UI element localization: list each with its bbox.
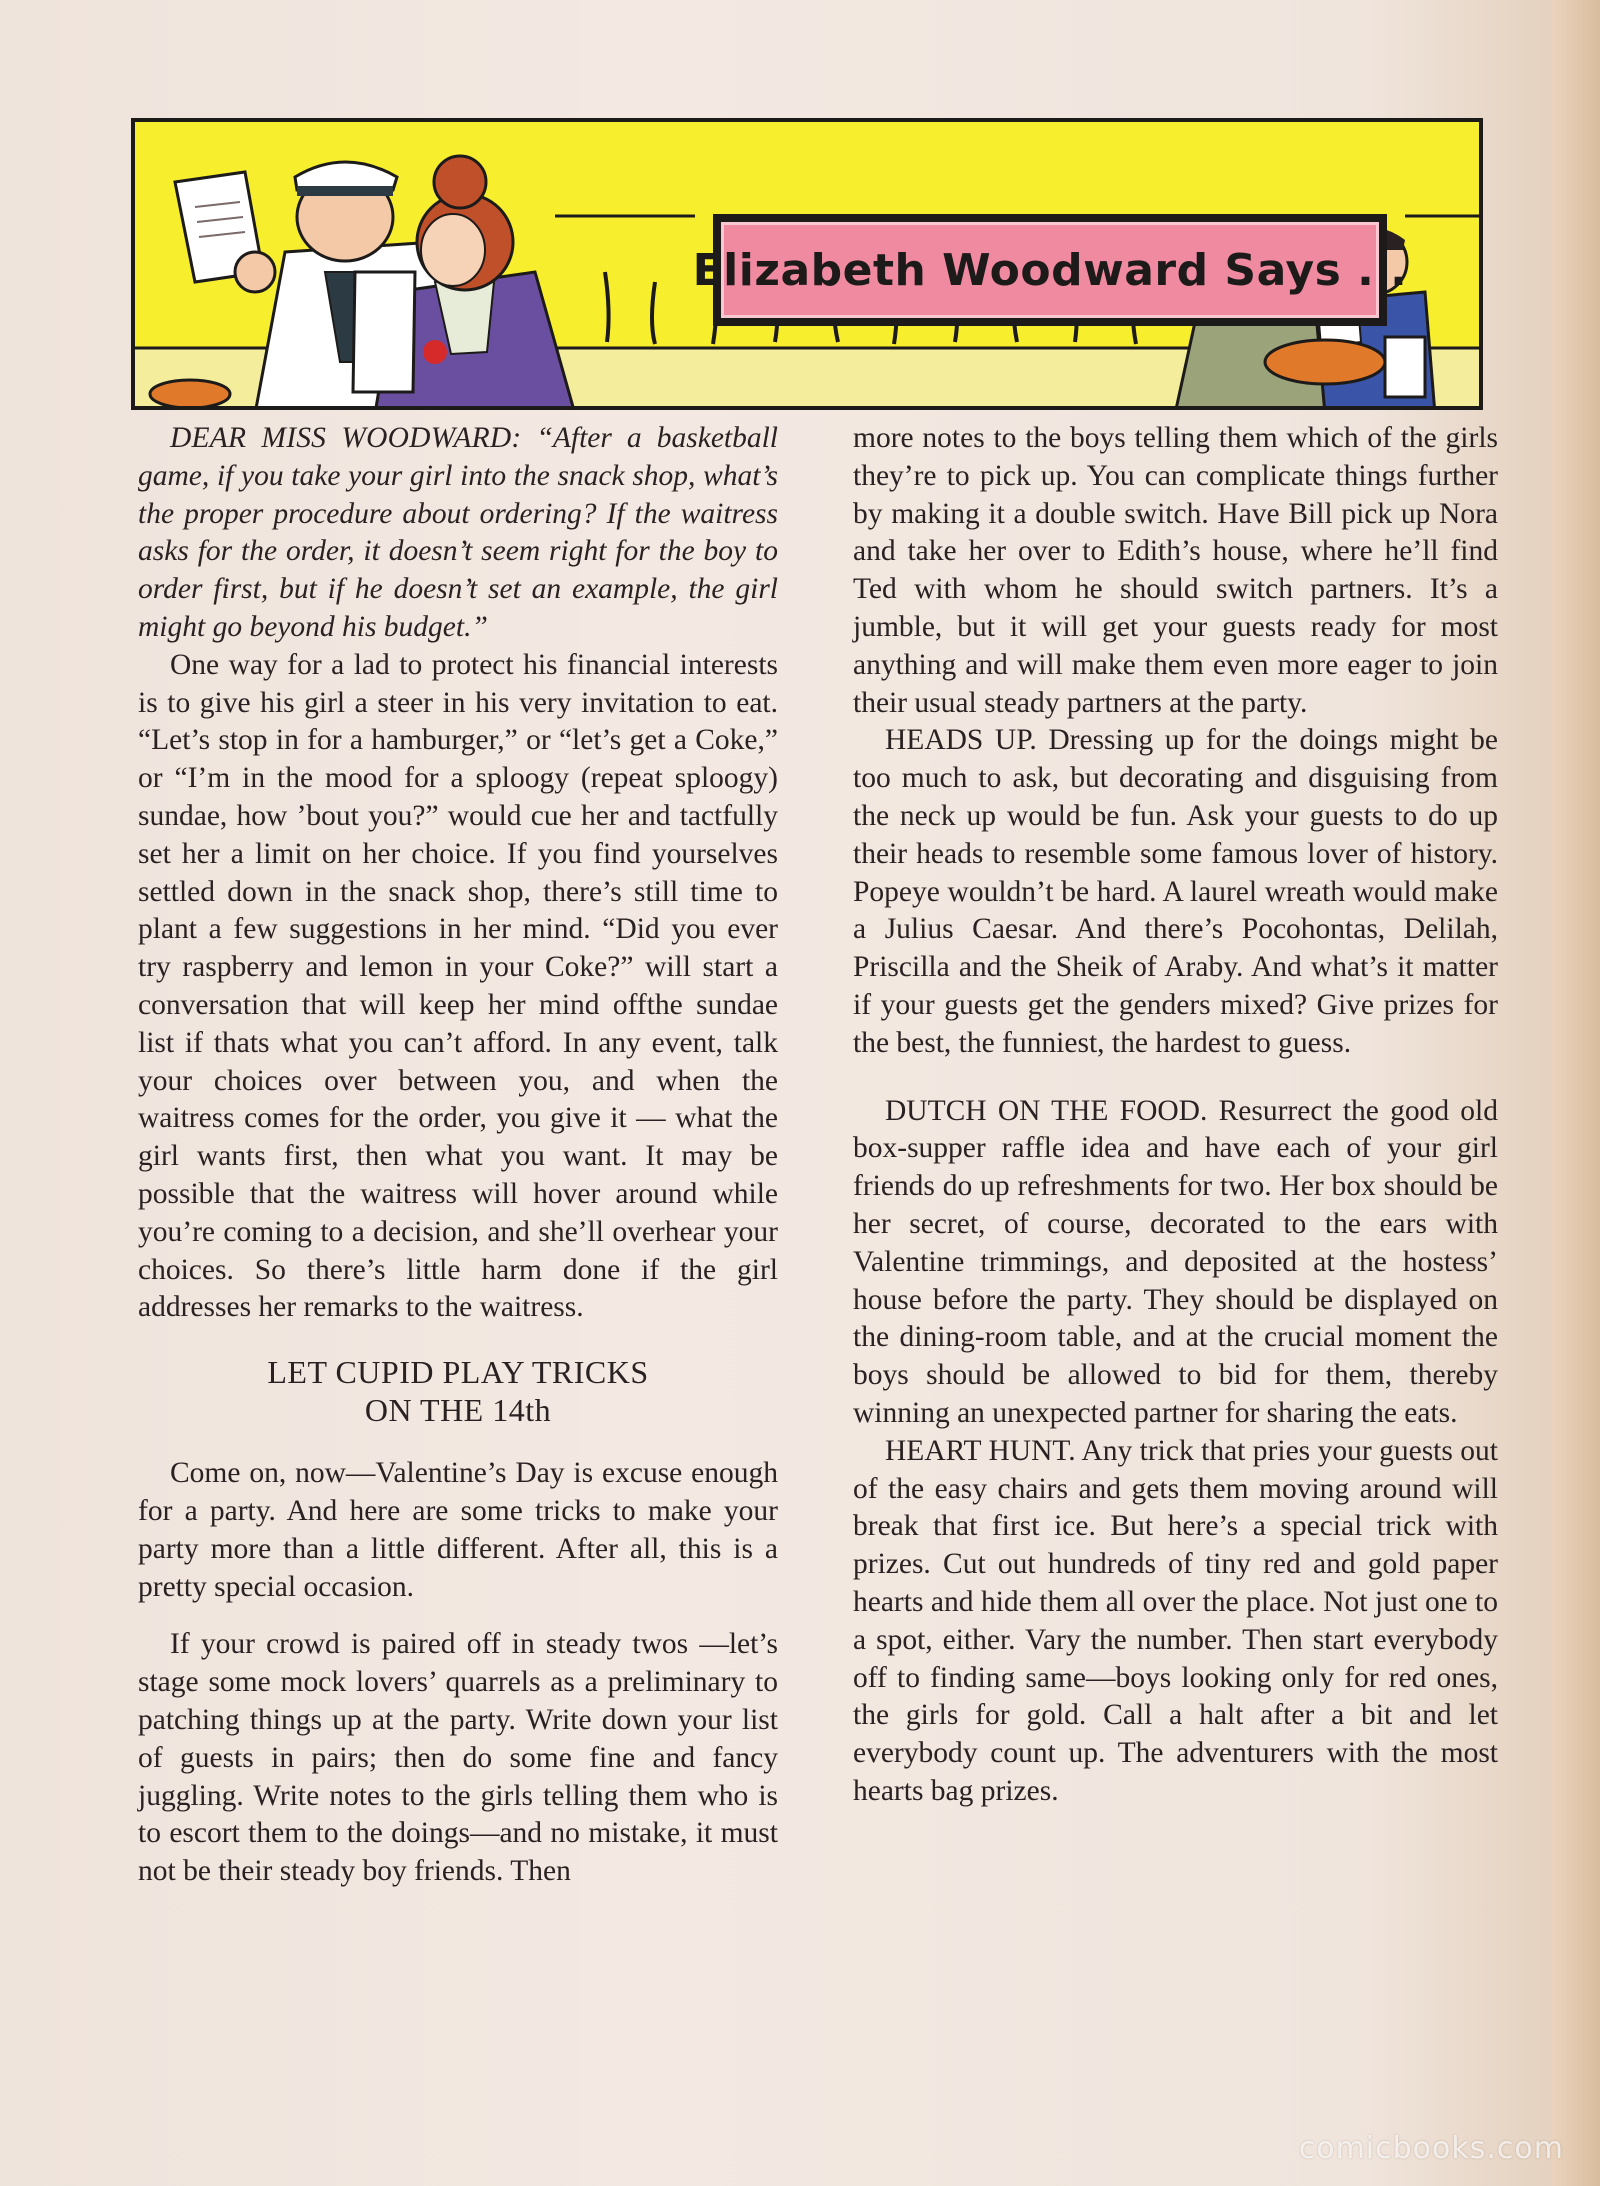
heads-up-paragraph (853, 722, 1498, 1062)
dutch-paragraph (853, 1093, 1498, 1433)
heart-hunt-body: Any trick that pries your guests out of the easy chairs and gets them moving around will break that first ice. But here’s a special trick with prizes. Cut out hundreds of tiny red and gold paper hearts and hide them all over the place. Not just one to a spot, either. Vary the number. Then start everybody off to finding same—boys looking only for red ones, the girls for gold. Call a halt after a bit and let everybody count up. The adventurers with the most hearts bag prizes. (853, 1434, 1498, 1807)
header-illustration-panel (131, 118, 1483, 410)
dutch-lead: DUTCH ON THE FOOD. (885, 1094, 1208, 1127)
continued-paragraph: more notes to the boys telling them which of the girls they’re to pick up. You can complicate things further by making it a double switch. Have Bill pick up Nora and take her over to Edith’s house, where he’ll find Ted with whom he should switch partners. It’s a jumble, but it will get your guests ready for most anything and will make them even more eager to join their usual steady partners at the party. (853, 422, 1498, 719)
heads-up-lead: HEADS UP. (885, 724, 1037, 757)
left-column (138, 420, 778, 1891)
page-edge-shadow (1552, 0, 1600, 2186)
subhead-line-2: ON THE 14th (364, 1392, 552, 1429)
section-subhead (138, 1353, 778, 1429)
heads-up-body: Dressing up for the doings might be too much to ask, but decorating and disguising from the neck up would be fun. Ask your guests to do up their heads to resemble some famous lover of history. Popeye wouldn’t be hard. A laurel wreath would make a Julius Caesar. And there’s Pocohontas, Delilah, Priscilla and the Sheik of Araby. And what’s it matter if your guests get the genders mixed? Give prizes for the best, the funniest, the hardest to guess. (853, 724, 1499, 1059)
title-banner (692, 222, 1408, 318)
letter-salutation: DEAR MISS WOODWARD: (170, 422, 522, 454)
crowd-paragraph: If your crowd is paired off in steady twos —let’s stage some mock lovers’ quarrels as a preliminary to patching things up at the party. Write down your list of guests in pairs; then do some fine and fancy juggling. Write notes to the girls telling them who is to escort them to the doings—and no mistake, it must not be their steady boy friends. Then (138, 1628, 778, 1888)
reader-letter (138, 420, 778, 647)
title-box (692, 214, 1408, 326)
reply-paragraph: One way for a lad to protect his financial interests is to give his girl a steer in his very invitation to eat. “Let’s stop in for a hamburger,” or “let’s get a Coke,” or “I’m in the mood for a sploogy (repeat sploogy) sundae, how ’bout you?” would cue her and tactfully set her a limit on her choice. If you find yourselves settled down in the snack shop, there’s still time to plant a few suggestions in her mind. “Did you ever try raspberry and lemon in your Coke?” will start a conversation that will keep her mind offthe sundae list if thats what you can’t afford. In any event, talk your choices over between you, and when the waitress comes for the order, you give it — what the girl wants first, then what you want. It may be possible that the waitress will hover around while you’re coming to a decision, and she’ll overhear your choices. So there’s little harm done if the girl addresses her remarks to the waitress. (138, 648, 778, 1324)
right-column (853, 420, 1498, 1811)
dutch-body: Resurrect the good old box-supper raffle idea and have each of your girl friends do up refreshments for two. Her box should be her secret, of course, decorated to the ears with Valentine trimmings, and deposited at the hostess’ house before the party. They should be displayed on the dining-room table, and at the crucial moment the boys should be allowed to bid for them, thereby winning an unexpected partner for sharing the eats. (853, 1094, 1498, 1429)
letter-body: “After a basketball game, if you take your girl into the snack shop, what’s the proper procedure about ordering? If the waitress asks for the order, it doesn’t seem right for the boy to order first, but if he doesn’t set an example, the girl might go beyond his budget.” (138, 422, 778, 643)
column-title: Elizabeth Woodward Says . . (692, 244, 1408, 296)
heart-hunt-paragraph (853, 1433, 1498, 1811)
sugar-bowl (150, 380, 230, 408)
heart-hunt-lead: HEART HUNT. (885, 1434, 1076, 1467)
subhead-line-1: LET CUPID PLAY TRICKS (267, 1354, 649, 1391)
site-watermark: comicbooks.com (1298, 2131, 1564, 2166)
valentine-paragraph: Come on, now—Valentine’s Day is excuse enough for a party. And here are some tricks to make your party more than a little different. After all, this is a pretty special occasion. (138, 1457, 778, 1603)
